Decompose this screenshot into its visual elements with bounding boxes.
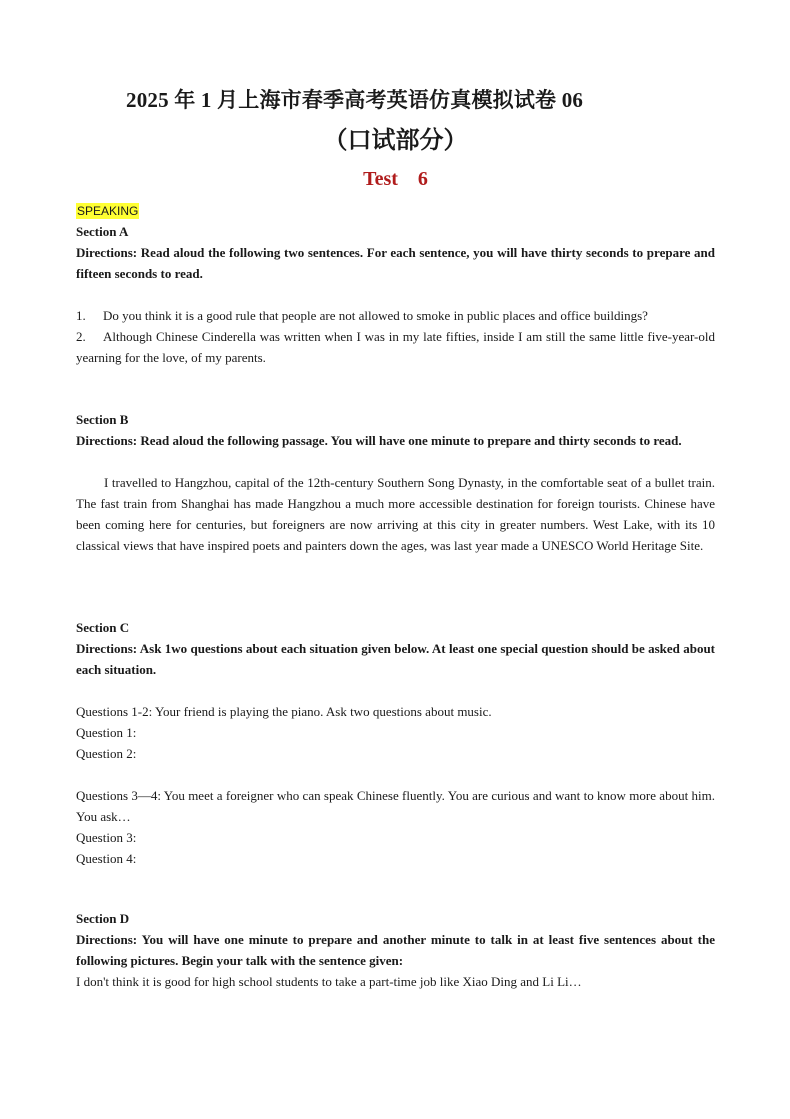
question-1-label: Question 1: xyxy=(76,725,137,740)
section-a-directions: Directions: Read aloud the following two sentences. For each sentence, you will have thirty seconds to prepare and fifteen seconds to read. xyxy=(76,245,715,281)
section-d xyxy=(76,908,715,992)
section-b-passage: I travelled to Hangzhou, capital of the 12th-century Southern Song Dynasty, in the comfortable seat of a bullet train. The fast train from Shanghai has made Hangzhou a much more accessible destination for foreign tourists. Chinese have been coming here for centuries, but foreigners are now arriving at this city in greater numbers. West Lake, with its 10 classical views that have inspired poets and painters down the ages, was last year made a UNESCO World Heritage Site. xyxy=(76,475,715,553)
section-b-directions: Directions: Read aloud the following passage. You will have one minute to prepare and thirty seconds to read. xyxy=(76,433,682,448)
section-d-title: Section D xyxy=(76,911,130,926)
list-item xyxy=(76,305,715,326)
section-a-title: Section A xyxy=(76,224,129,239)
question-2-label: Question 2: xyxy=(76,746,137,761)
speaking-label: SPEAKING xyxy=(77,204,139,218)
section-c-title: Section C xyxy=(76,620,130,635)
list-item xyxy=(76,326,715,368)
section-d-directions: Directions: You will have one minute to prepare and another minute to talk in at least five sentences about the following pictures. Begin your talk with the sentence given: xyxy=(76,932,715,968)
section-a xyxy=(76,200,715,368)
question-3-label: Question 3: xyxy=(76,830,137,845)
question-4-label: Question 4: xyxy=(76,851,137,866)
question-group-2-prompt: Questions 3—4: You meet a foreigner who can speak Chinese fluently. You are curious and want to know more about him. You ask… xyxy=(76,788,715,824)
section-c xyxy=(76,617,715,869)
section-b-title: Section B xyxy=(76,412,129,427)
page-title: 2025 年 1 月上海市春季高考英语仿真模拟试卷 06 xyxy=(126,88,584,112)
section-d-given-sentence: I don't think it is good for high school students to take a part-time job like Xiao Ding and Li Li… xyxy=(76,974,582,989)
item-text: Do you think it is a good rule that people are not allowed to smoke in public places and office buildings? xyxy=(103,308,648,323)
page-subtitle: （口试部分） xyxy=(323,126,468,154)
section-b xyxy=(76,409,715,556)
section-c-directions: Directions: Ask 1wo questions about each situation given below. At least one special question should be asked about each situation. xyxy=(76,641,715,677)
test-label: Test 6 xyxy=(363,168,428,190)
item-number: 1. xyxy=(76,308,86,323)
question-group-1-prompt: Questions 1-2: Your friend is playing the piano. Ask two questions about music. xyxy=(76,704,492,719)
item-number: 2. xyxy=(76,329,86,344)
item-text: Although Chinese Cinderella was written when I was in my late fifties, inside I am still the same little five-year-old yearning for the love, of my parents. xyxy=(76,329,715,365)
